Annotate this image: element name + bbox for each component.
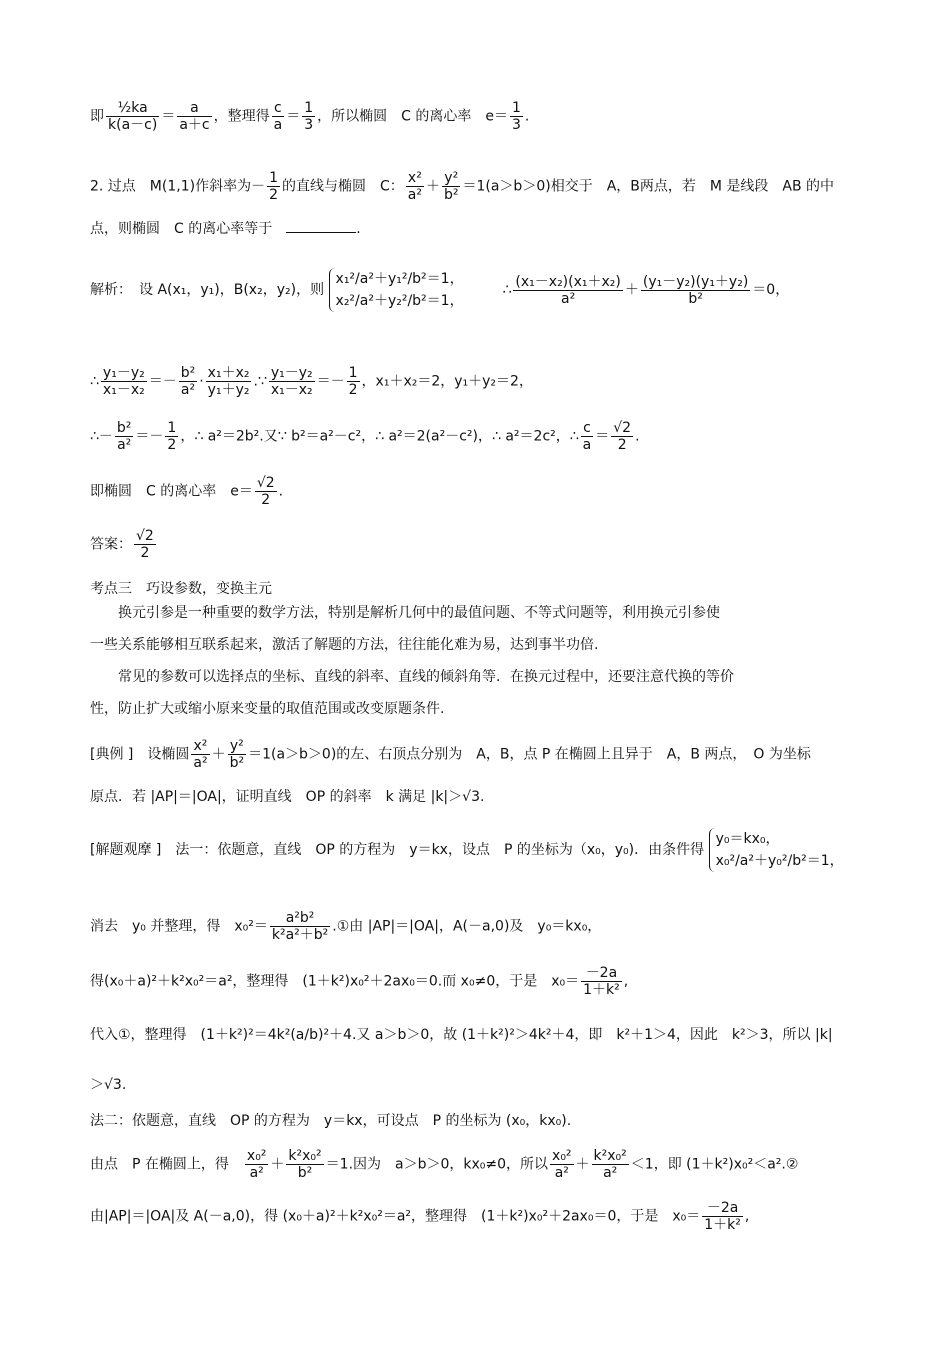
question-2-line-1: 2. 过点 M(1,1)作斜率为－ $\frac{1}{2}$ 的直线与椭圆 C： $\frac{\text{x²}}{\text{a²}}$ ＋ $\frac{\text{y²}}{\text{b²}}$ ＝1(a＞b＞0)相交于 A，B两点，若 M 是线段 AB 的中 xyxy=(90,170,835,203)
paragraph: 换元引参是一种重要的数学方法，特别是解析几何中的最值问题、不等式问题等，利用换元引参使 xyxy=(118,605,720,621)
fraction: $\frac{1}{3}$ xyxy=(304,100,314,133)
example-line-2: 原点．若 |AP|＝|OA|，证明直线 OP 的斜率 k 满足 |k|＞√3. xyxy=(90,789,485,805)
answer-line: 答案： $\frac{√2}{2}$ xyxy=(90,528,154,561)
example-line-1: [典例 ] 设椭圆 $\frac{\text{x²}}{\text{a²}}$ ＋ $\frac{\text{y²}}{\text{b²}}$ ＝1(a＞b＞0)的左、右顶点分别为 A，B，点 P 在椭圆上且异于 A，B 两点， O 为坐标 xyxy=(90,738,811,771)
method-2-step: 由点 P 在椭圆上，得 $\frac{\text{x₀²}}{\text{a²}}$ ＋ $\frac{\text{k²x₀²}}{\text{b²}}$ ＝1.因为 a＞b＞0，kx₀≠0，所以 $\frac{\text{x₀²}}{\text{a²}}$ ＋ $\frac{\text{k²x₀²}}{\text{a²}}$ ＜1，即 (1＋k²)x₀²＜a².② xyxy=(90,1148,799,1181)
fraction: $\frac{\text{½ka}}{k(a-c)}$ xyxy=(108,100,158,133)
fraction: $\frac{1}{2}$ xyxy=(269,170,278,203)
fraction: $\frac{1}{3}$ xyxy=(511,100,521,133)
method-2-line: 法二：依题意，直线 OP 的方程为 y＝kx，可设点 P 的坐标为 (x₀，kx₀). xyxy=(90,1113,572,1129)
eccentricity-result-line: 即 $\frac{\text{½ka}}{k(a-c)}$ ＝ $\frac{a}{a+c}$ ，整理得 $\frac{c}{a}$ ＝ $\frac{1}{3}$ ，所以椭圆 C 的离心率 e＝ $\frac{1}{3}$ . xyxy=(90,100,530,133)
method-1-step: 得(x₀＋a)²＋k²x₀²＝a²，整理得 (1＋k²)x₀²＋2ax₀＝0.而 x₀≠0，于是 x₀＝ $\frac{-2a}{\text{1＋k²}}$ , xyxy=(90,965,629,998)
derivation-line-4: ∴ $\frac{\text{y₁－y₂}}{\text{x₁－x₂}}$ ＝－ $\frac{\text{b²}}{\text{a²}}$ · $\frac{\text{x₁＋x₂}}{\text{y₁＋y₂}}$ .∵ $\frac{\text{y₁－y₂}}{\text{x₁－x₂}}$ ＝－ $\frac{1}{2}$ ，x₁＋x₂＝2，y₁＋y₂＝2， xyxy=(90,365,533,398)
equation-system: y₀＝kx₀， x₀²/a²＋y₀²/b²＝1， xyxy=(709,828,844,872)
text: 即 xyxy=(90,108,104,125)
paragraph: 一些关系能够相互联系起来，激活了解题的方法，往往能化难为易，达到事半功倍. xyxy=(90,637,599,653)
fraction: $\frac{c}{a}$ xyxy=(273,100,283,133)
eccentricity-conclusion: 即椭圆 C 的离心率 e＝ $\frac{√2}{2}$ . xyxy=(90,475,284,508)
method-1-line: [解题观摩 ] 法一：依题意，直线 OP 的方程为 y＝kx，设点 P 的坐标为（x₀，y₀)．由条件得 y₀＝kx₀， x₀²/a²＋y₀²/b²＝1， xyxy=(90,828,844,872)
fraction: $\frac{a}{a+c}$ xyxy=(179,100,210,133)
paragraph: 性，防止扩大或缩小原来变量的取值范围或改变原题条件. xyxy=(90,701,445,717)
paragraph: 常见的参数可以选择点的坐标、直线的斜率、直线的倾斜角等．在换元过程中，还要注意代换的等价 xyxy=(118,669,734,685)
equation-system: x₁²/a²＋y₁²/b²＝1， x₂²/a²＋y₂²/b²＝1， xyxy=(329,268,464,312)
method-2-step: 由|AP|＝|OA|及 A(－a,0)，得 (x₀＋a)²＋k²x₀²＝a²，整理得 (1＋k²)x₀²＋2ax₀＝0，于是 x₀＝ $\frac{-2a}{\text{1＋k²}}$ , xyxy=(90,1200,750,1233)
method-1-step: ＞√3. xyxy=(90,1077,127,1093)
answer-blank xyxy=(286,220,356,233)
section-title: 考点三 巧设参数，变换主元 xyxy=(90,581,272,597)
question-2-line-2: 点，则椭圆 C 的离心率等于 . xyxy=(90,221,361,237)
derivation-line-5: ∴－ $\frac{\text{b²}}{\text{a²}}$ ＝－ $\frac{1}{2}$ ，∴ a²＝2b².又∵ b²＝a²－c²，∴ a²＝2(a²－c²)，∴ a²＝2c²，∴ $\frac{c}{a}$ ＝ $\frac{√2}{2}$ . xyxy=(90,420,640,453)
method-1-step: 代入①，整理得 (1＋k²)²＝4k²(a/b)²＋4.又 a＞b＞0，故 (1＋k²)²＞4k²＋4，即 k²＋1＞4，因此 k²＞3，所以 |k| xyxy=(90,1027,833,1043)
solution-line: 解析： 设 A(x₁，y₁)，B(x₂，y₂)，则 x₁²/a²＋y₁²/b²＝1， x₂²/a²＋y₂²/b²＝1， ∴ $\frac{\text{(x₁－x₂)(x₁＋x₂)}}{\text{a²}}$ ＋ $\frac{\text{(y₁－y₂)(y₁＋y₂)}}{\text{b²}}$ ＝0， xyxy=(90,268,789,312)
method-1-step: 消去 y₀ 并整理，得 x₀²＝ $\frac{\text{a²b²}}{\text{k²a²＋b²}}$ .①由 |AP|＝|OA|，A(－a,0)及 y₀＝kx₀， xyxy=(90,910,602,943)
